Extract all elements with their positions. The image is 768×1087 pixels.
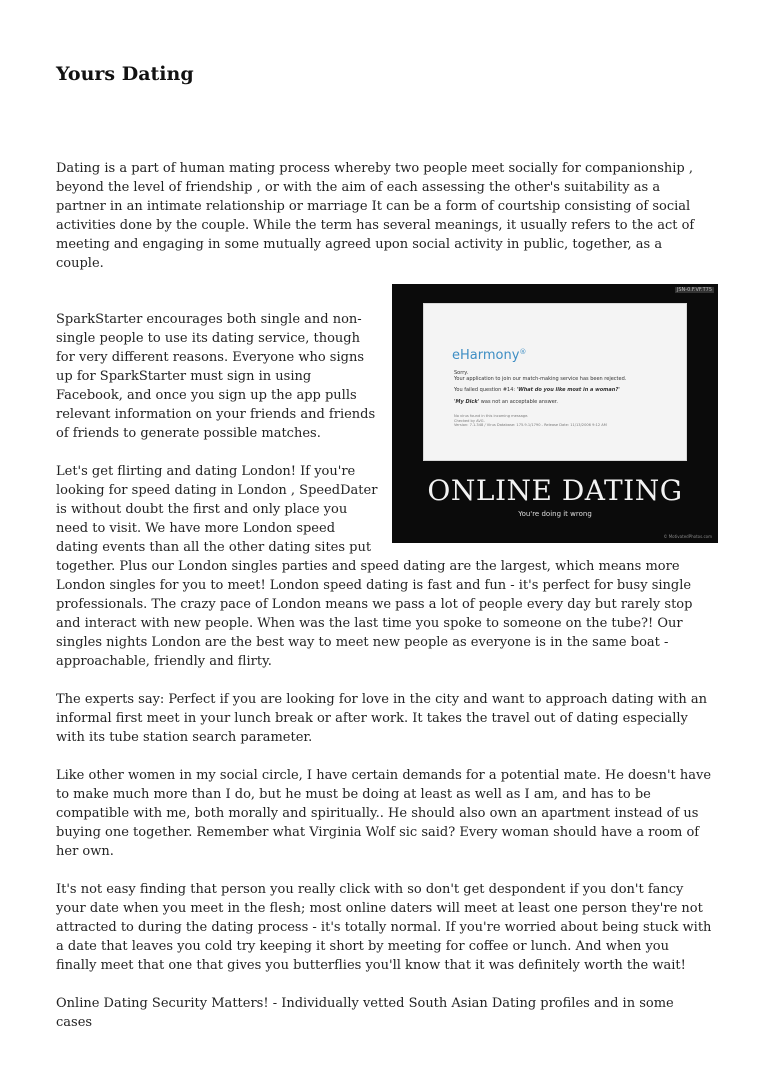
page-title: Yours Dating: [56, 63, 194, 85]
paragraph-intro: Dating is a part of human mating process whereby two people meet socially for companionship , beyond the level of friendship , or with the aim of each assessing the other's suitability as a partner in an intimate relationship or marriage It can be a form of courtship consisting of social activities done by the couple. While the term has several meanings, it usually refers to the act of meeting and engaging in some mutually agreed upon social activity in public, together, as a couple.: [56, 161, 695, 271]
online-dating-image: [392, 284, 718, 543]
rejection-message: Your application to join our match-making service has been rejected.: [454, 376, 627, 382]
checked-by-note: Checked by AVG.: [454, 418, 485, 423]
eharmony-logo: eHarmony®: [452, 348, 527, 363]
failed-question: You failed question #14: 'What do you like most in a woman?': [454, 387, 620, 393]
eharmony-screenshot: [423, 303, 687, 461]
version-note: Version: 7.1.348 / Virus Database: 175.9.1/1790 - Release Date: 11/13/2006 9:12 AM: [454, 423, 607, 427]
paragraph-click: It's not easy finding that person you really click with so don't get despondent if you don't fancy your date when you meet in the flesh; most online daters will meet at least one person they're not attracted to during the dating process - it's totally normal. If you're worried about being stuck with a date that leaves you cold try keeping it short by meeting for coffee or lunch. And when you finally meet that one that gives you butterflies you'll know that it was definitely worth the wait!: [56, 882, 712, 973]
image-headline: ONLINE DATING: [427, 474, 683, 507]
paragraph-experts: The experts say: Perfect if you are looking for love in the city and want to approach dating with an informal first meet in your lunch break or after work. It takes the travel out of dating especially with its tube station search parameter.: [56, 692, 708, 745]
virus-scan-note: No virus found in this incoming message.: [454, 414, 529, 418]
paragraph-security: Online Dating Security Matters! - Individually vetted South Asian Dating profiles and in some cases: [56, 996, 674, 1030]
unacceptable-answer: 'My Dick' was not an acceptable answer.: [454, 399, 558, 405]
rejection-sorry: Sorry.: [454, 370, 469, 376]
image-credit: © MotivatedPhotos.com: [663, 534, 712, 539]
paragraph-london-speed-dating: Let's get flirting and dating London! If you're looking for speed dating in London , SpeedDater is without doubt the first and only place you need to visit. We have more London speed dating events than all the other dating sites put together. Plus our London singles parties and speed dating are the largest, which means more London singles for you to meet! London speed dating is fast and fun - it's perfect for busy single professionals. The crazy pace of London means we pass a lot of people every day but rarely stop and interact with new people. When was the last time you spoke to someone on the tube?! Our singles nights London are the best way to meet new people as everyone is in the same boat - approachable, friendly and flirty.: [56, 464, 693, 669]
image-subline: You're doing it wrong: [518, 510, 592, 518]
paragraph-demands: Like other women in my social circle, I have certain demands for a potential mate. He doesn't have to make much more than I do, but he must be doing at least as well as I am, and has to be compatible with me, both morally and spiritually.. He should also own an apartment instead of us buying one together. Remember what Virginia Wolf sic said? Every woman should have a room of her own.: [56, 768, 712, 859]
body-text: [56, 287, 712, 1051]
image-corner-tag: JSN-0.F.VF.T75: [676, 287, 712, 293]
paragraph-sparkstarter: SparkStarter encourages both single and non-single people to use its dating service, though for very different reasons. Everyone who signs up for SparkStarter must sign in using Facebook, and once you sign up the app pulls relevant information on your friends and friends of friends to generate possible matches.: [56, 312, 376, 441]
